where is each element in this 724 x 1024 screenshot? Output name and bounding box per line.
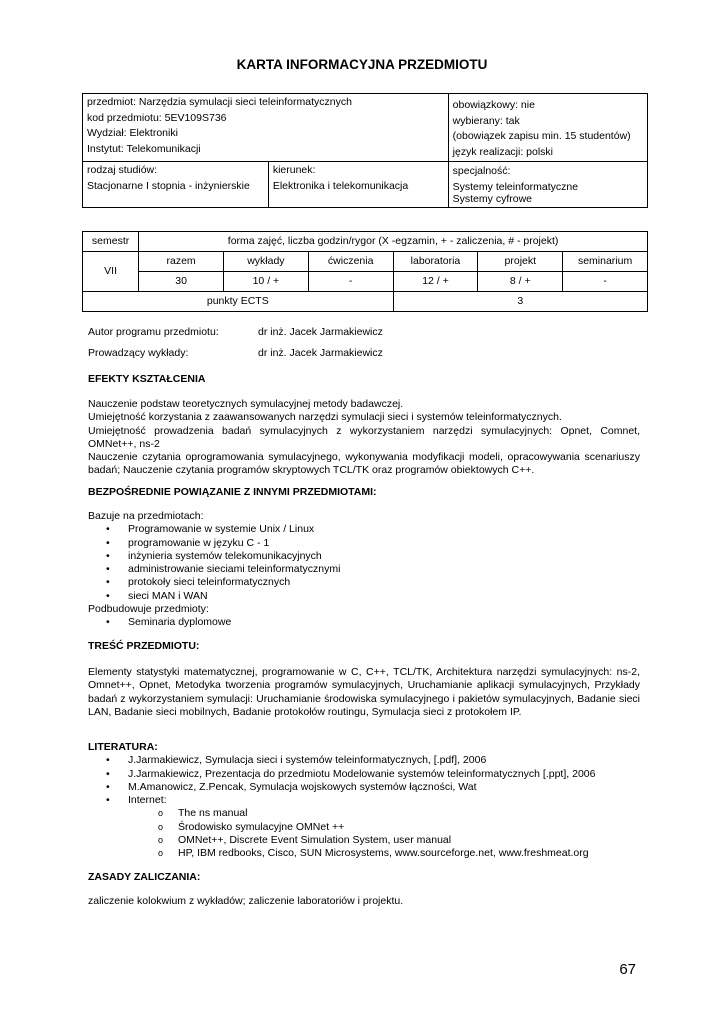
list-item: o OMNet++, Discrete Event Simulation System, user manual	[178, 834, 640, 847]
field-cell	[268, 162, 448, 208]
content-text: Elementy statystyki matematycznej, programowanie w C, C++, TCL/TK, Architektura narzędzi symulacyjnych: ns-2, Omnet++, Opnet, Metodyka tworzenia programów symulacyjnych, Uruchamianie aplikacji symulacyjnych, Przykłady badań z wykorzystaniem symulacji: Uruchamianie środowiska symulacyjnego i pakietów symulacyjnych, Badanie sieci LAN, Badanie sieci mobilnych, Badanie protokołów routingu, Symulacja sieci z protokołem IP.	[88, 666, 640, 718]
content-section	[88, 640, 640, 653]
specialization-cell	[448, 162, 647, 208]
content-heading: TREŚĆ PRZEDMIOTU:	[88, 640, 200, 652]
page-title: KARTA INFORMACYJNA PRZEDMIOTU	[236, 57, 488, 72]
list-item: • sieci MAN i WAN	[128, 590, 640, 603]
hours-value-5: -	[563, 272, 648, 292]
list-item: • Programowanie w systemie Unix / Linux	[128, 523, 640, 536]
list-item: • Internet:	[128, 794, 640, 807]
outcome-4: Nauczenie czytania oprogramowania symulacyjnego, wykonywania modyfikacji modeli, opracowywania scenariuszy badań; Nauczenie czytania programów skryptowych TCL/TK oraz programów obiektowych C++.	[88, 451, 640, 477]
grading-section	[88, 871, 640, 884]
hours-value-4: 8 / +	[478, 272, 563, 292]
literature-section	[88, 741, 640, 861]
course-code: kod przedmiotu: 5EV109S736	[87, 111, 227, 124]
author-label: Autor programu przedmiotu:	[88, 326, 219, 338]
hours-header-3: laboratoria	[393, 252, 478, 272]
mandatory-status: obowiązkowy: nie	[452, 99, 535, 111]
list-item: • Seminaria dyplomowe	[128, 616, 640, 629]
outcome-3: Umiejętność prowadzenia badań symulacyjnych z wykorzystaniem narzędzi symulacyjnych: Opnet, Comnet, OMNet++, ns-2	[88, 424, 640, 450]
internet-sources-list	[128, 807, 640, 860]
hours-header-1: wykłady	[223, 252, 308, 272]
list-item: • inżynieria systemów telekomunikacyjnych	[128, 550, 640, 563]
list-item: o The ns manual	[178, 807, 640, 820]
prerequisites-label: Bazuje na przedmiotach:	[88, 510, 204, 522]
literature-heading: LITERATURA:	[88, 741, 158, 753]
hours-value-1: 10 / +	[223, 272, 308, 292]
ects-value: 3	[393, 292, 647, 312]
hours-header-4: projekt	[478, 252, 563, 272]
course-info-table	[82, 93, 648, 208]
semester-value: VII	[83, 252, 139, 292]
lecturer-line	[88, 347, 383, 359]
study-type-cell	[83, 162, 269, 208]
ects-label: punkty ECTS	[83, 292, 394, 312]
relations-heading: BEZPOŚREDNIE POWIĄZANIE Z INNYMI PRZEDMIOTAMI:	[88, 486, 377, 498]
relations-content	[88, 510, 640, 630]
list-item: • M.Amanowicz, Z.Pencak, Symulacja wojskowych systemów łączności, Wat	[128, 781, 640, 794]
study-type-value: Stacjonarne I stopnia - inżynierskie	[87, 179, 250, 192]
list-item: • administrowanie sieciami teleinformatycznymi	[128, 563, 640, 576]
course-status-cell	[448, 94, 647, 162]
hours-value-0: 30	[139, 272, 224, 292]
course-name: przedmiot: Narzędzia symulacji sieci teleinformatycznych	[87, 96, 352, 108]
hours-header-0: razem	[139, 252, 224, 272]
list-item: • protokoły sieci teleinformatycznych	[128, 576, 640, 589]
course-identity-cell	[83, 94, 449, 162]
enrollment-note: (obowiązek zapisu min. 15 studentów)	[452, 130, 631, 142]
literature-list	[88, 754, 640, 807]
author-line	[88, 326, 383, 338]
elective-status: wybierany: tak	[452, 114, 520, 127]
lecturer-value: dr inż. Jacek Jarmakiewicz	[258, 347, 383, 359]
study-type-label: rodzaj studiów:	[87, 164, 158, 176]
hours-table	[82, 231, 648, 312]
page-number: 67	[619, 961, 636, 978]
specialization-2: Systemy cyfrowe	[452, 193, 532, 205]
list-item: o HP, IBM redbooks, Cisco, SUN Microsystems, www.sourceforge.net, www.freshmeat.org	[178, 847, 640, 860]
faculty: Wydział: Elektroniki	[87, 127, 178, 139]
grading-heading: ZASADY ZALICZANIA:	[88, 871, 201, 883]
semester-header: semestr	[83, 232, 139, 252]
author-value: dr inż. Jacek Jarmakiewicz	[258, 326, 383, 338]
hours-value-3: 12 / +	[393, 272, 478, 292]
followups-list	[88, 616, 640, 629]
specialization-label: specjalność:	[452, 165, 511, 177]
list-item: • programowanie w języku C - 1	[128, 537, 640, 550]
list-item: o Środowisko symulacyjne OMNet ++	[178, 821, 640, 834]
learning-outcomes-heading: EFEKTY KSZTAŁCENIA	[88, 373, 206, 385]
field-value: Elektronika i telekomunikacja	[272, 179, 409, 192]
field-label: kierunek:	[272, 164, 316, 176]
prerequisites-list	[88, 523, 640, 603]
hours-header-5: seminarium	[563, 252, 648, 272]
language: język realizacji: polski	[452, 145, 554, 158]
lecturer-label: Prowadzący wykłady:	[88, 347, 189, 359]
learning-outcomes-section	[88, 373, 640, 386]
followups-label: Podbudowuje przedmioty:	[88, 603, 209, 616]
hours-value-2: -	[308, 272, 393, 292]
list-item: • J.Jarmakiewicz, Prezentacja do przedmiotu Modelowanie systemów teleinformatycznych [.ppt], 2006	[128, 768, 640, 781]
list-item: • J.Jarmakiewicz, Symulacja sieci i systemów teleinformatycznych, [.pdf], 2006	[128, 754, 640, 767]
relations-section	[88, 486, 640, 499]
outcome-2: Umiejętność korzystania z zaawansowanych narzędzi symulacji sieci i systemów teleinformatycznych.	[88, 411, 562, 424]
institute: Instytut: Telekomunikacji	[87, 142, 201, 155]
outcome-1: Nauczenie podstaw teoretycznych symulacyjnej metody badawczej.	[88, 398, 404, 410]
specialization-1: Systemy teleinformatyczne	[452, 180, 579, 193]
hours-header-2: ćwiczenia	[308, 252, 393, 272]
learning-outcomes-text	[88, 398, 640, 478]
forms-header: forma zajęć, liczba godzin/rygor (X -egzamin, + - zaliczenia, # - projekt)	[139, 232, 648, 252]
grading-text: zaliczenie kolokwium z wykładów; zaliczenie laboratoriów i projektu.	[88, 895, 404, 907]
